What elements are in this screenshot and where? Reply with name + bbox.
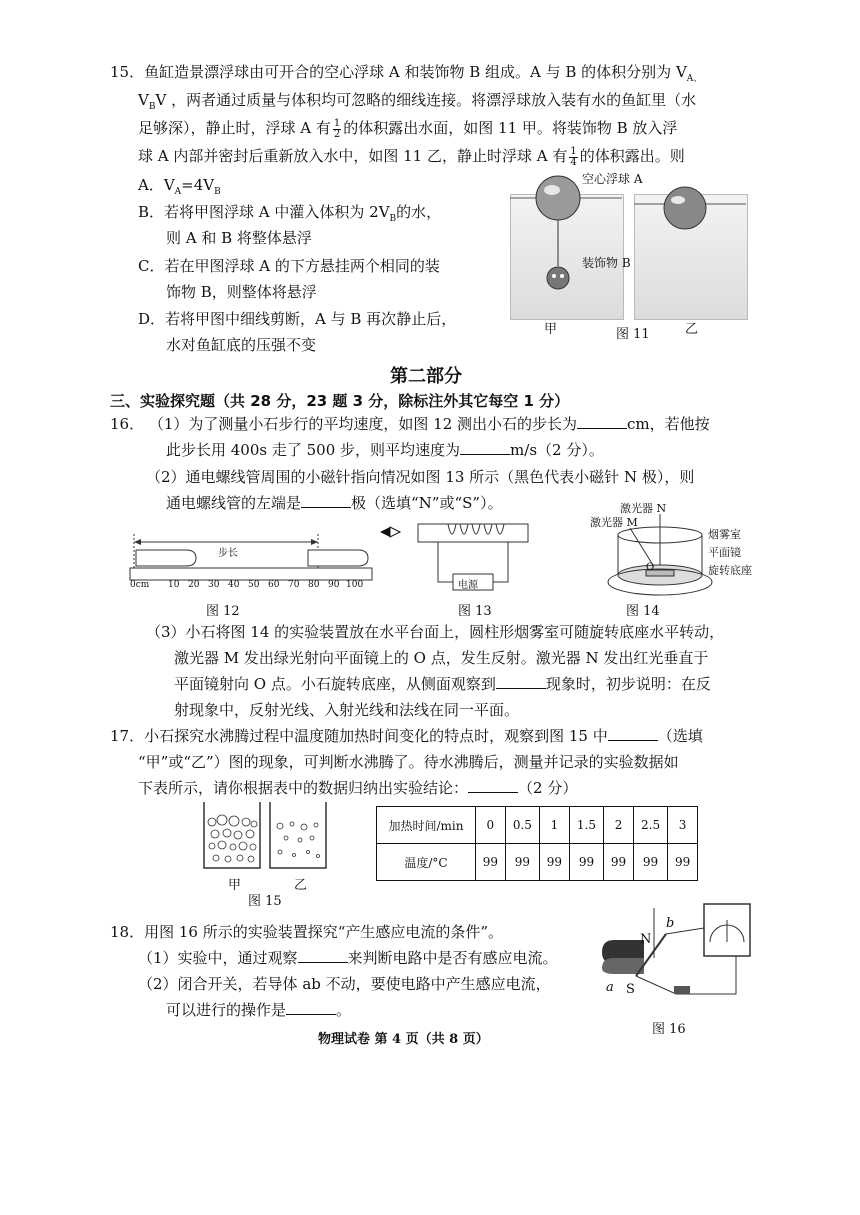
fig14-o: O <box>646 562 655 573</box>
q15-option-d: D．若将甲图中细线剪断，A 与 B 再次静止后， <box>138 310 457 328</box>
fig14-laser-m: 激光器 M <box>590 516 638 529</box>
q15-option-c: C．若在甲图浮球 A 的下方悬挂两个相同的装 <box>138 257 440 275</box>
table-row <box>377 844 698 881</box>
figure-14 <box>590 500 770 618</box>
ruler-tick: 80 <box>308 580 320 590</box>
fraction-quarter: $\frac{1}{4}$ <box>570 145 577 168</box>
q15-option-b: B．若将甲图浮球 A 中灌入体积为 $2V_B$的水， <box>138 203 442 224</box>
ruler-unit: 0cm <box>130 580 150 590</box>
q16-line2: 此步长用 400s 走了 500 步，则平均速度为 m/s（2 分）。 <box>166 441 604 459</box>
figure-16 <box>596 898 766 1038</box>
table-cell: 1.5 <box>569 807 603 844</box>
q18-line3: （2）闭合开关，若导体 ab 不动，要使电路中产生感应电流， <box>138 975 551 993</box>
fig11-yi: 乙 <box>685 322 699 337</box>
table-cell: 0 <box>476 807 506 844</box>
table-cell: 3 <box>668 807 698 844</box>
q15-option-b-cont: 则 A 和 B 将整体悬浮 <box>166 229 312 247</box>
fig16-n: N <box>640 932 652 947</box>
table-cell: 99 <box>668 844 698 881</box>
fig15-drawing <box>200 800 330 872</box>
ruler-tick: 30 <box>208 580 220 590</box>
q15-option-c-cont: 饰物 B，则整体将悬浮 <box>166 283 317 301</box>
fraction-half: $\frac{1}{2}$ <box>333 117 341 140</box>
figure-12 <box>128 528 378 619</box>
fig12-label: 步长 <box>218 548 238 559</box>
fig11-label-a: 空心浮球 A <box>582 172 643 186</box>
q16-line7: 平面镜射向 O 点。小石旋转底座，从侧面观察到 现象时，初步说明：在反 <box>174 675 711 693</box>
ruler-tick: 100 <box>346 580 364 590</box>
table-row <box>377 807 698 844</box>
q17-line2: “甲”或“乙”）图的现象，可判断水沸腾了。待水沸腾后，测量并记录的实验数据如 <box>138 753 679 771</box>
table-row-label: 加热时间/min <box>377 807 476 844</box>
table-cell: 99 <box>505 844 539 881</box>
fig13-caption: 图 13 <box>458 604 492 619</box>
fig11-jia: 甲 <box>544 322 558 337</box>
fig12-caption: 图 12 <box>206 604 240 619</box>
figure-13 <box>378 520 548 619</box>
table-cell: 99 <box>633 844 667 881</box>
figure-11 <box>510 168 810 343</box>
table-cell: 1 <box>540 807 570 844</box>
q15-line1: 15．鱼缸造景漂浮球由可开合的空心浮球 A 和装饰物 B 组成。A 与 B 的体积分别为 $V_{A、}$ <box>110 63 703 84</box>
q18-line4: 可以进行的操作是 。 <box>166 1001 352 1019</box>
fig15-jia: 甲 <box>228 878 242 893</box>
q17-line3: 下表所示，请你根据表中的数据归纳出实验结论： （2 分） <box>138 779 578 797</box>
fig14-caption: 图 14 <box>626 604 660 619</box>
table-cell: 2 <box>604 807 634 844</box>
q15-line3: 足够深），静止时，浮球 A 有 $\frac{1}{2}$ 的体积露出水面，如图 11 甲。将装饰物 B 放入浮 <box>138 117 678 140</box>
q16-line6: 激光器 M 发出绿光射向平面镜上的 O 点，发生反射。激光器 N 发出红光垂直于 <box>174 649 709 667</box>
q16-line8: 射现象中，反射光线、入射光线和法线在同一平面。 <box>174 701 520 719</box>
table-cell: 2.5 <box>633 807 667 844</box>
fig16-b: b <box>666 916 675 931</box>
fig15-yi: 乙 <box>294 878 308 893</box>
fig16-caption: 图 16 <box>652 1022 686 1037</box>
ruler-tick: 90 <box>328 580 340 590</box>
q16-line5: （3）小石将图 14 的实验装置放在水平台面上，圆柱形烟雾室可随旋转底座水平转动， <box>146 623 725 641</box>
ruler-tick: 70 <box>288 580 300 590</box>
q15-line4: 球 A 内部并密封后重新放入水中，如图 11 乙，静止时浮球 A 有 $\frac{1}{4}$ 的体积露出。则 <box>138 145 685 168</box>
q16-line3: （2）通电螺线管周围的小磁针指向情况如图 13 所示（黑色代表小磁针 N 极），则 <box>146 468 695 486</box>
page-footer: 物理试卷 第 4 页（共 8 页） <box>318 1032 489 1047</box>
fig11-label-b: 装饰物 B <box>582 256 631 270</box>
ruler-tick: 50 <box>248 580 260 590</box>
table-cell: 99 <box>604 844 634 881</box>
q15-option-d-cont: 水对鱼缸底的压强不变 <box>166 336 317 354</box>
fig14-laser-n: 激光器 N <box>620 502 667 515</box>
q16-line4: 通电螺线管的左端是 极（选填“N”或“S”）。 <box>166 494 503 512</box>
table-cell: 99 <box>569 844 603 881</box>
q16-line1: 16． （1）为了测量小石步行的平均速度，如图 12 测出小石的步长为 cm，若他按 <box>110 415 710 433</box>
q15-line2: $V_BV$ ，两者通过质量与体积均可忽略的细线连接。将漂浮球放入装有水的鱼缸里（水 <box>138 91 697 112</box>
q18-line1: 18．用图 16 所示的实验装置探究“产生感应电流的条件”。 <box>110 923 504 941</box>
ruler-tick: 60 <box>268 580 280 590</box>
fig14-base: 旋转底座 <box>708 564 752 577</box>
q17-line1: 17．小石探究水沸腾过程中温度随加热时间变化的特点时，观察到图 15 中 （选填 <box>110 727 703 745</box>
fig14-chamber: 烟雾室 <box>708 528 741 541</box>
ruler-tick: 10 <box>168 580 180 590</box>
fig16-a: a <box>606 980 614 995</box>
part-title: 第二部分 <box>390 366 462 387</box>
q15-option-a: A．$V_A=4V_B$ <box>138 176 221 197</box>
q17-data-table <box>376 806 698 881</box>
section-heading: 三、实验探究题（共 28 分，23 题 3 分，除标注外其它每空 1 分） <box>110 392 570 410</box>
fig14-mirror: 平面镜 <box>708 546 741 559</box>
table-cell: 99 <box>540 844 570 881</box>
fig11-caption: 图 11 <box>616 327 650 342</box>
table-row-label: 温度/°C <box>377 844 476 881</box>
fig16-drawing <box>596 898 766 1013</box>
fig16-s: S <box>626 982 635 997</box>
table-cell: 99 <box>476 844 506 881</box>
fig11-drawing <box>510 168 810 343</box>
q18-line2: （1）实验中，通过观察 来判断电路中是否有感应电流。 <box>138 949 558 967</box>
ruler-tick: 20 <box>188 580 200 590</box>
figure-15 <box>200 800 330 909</box>
fig13-power: 电源 <box>458 580 478 591</box>
ruler-tick: 40 <box>228 580 240 590</box>
table-cell: 0.5 <box>505 807 539 844</box>
fig15-caption: 图 15 <box>248 894 282 909</box>
